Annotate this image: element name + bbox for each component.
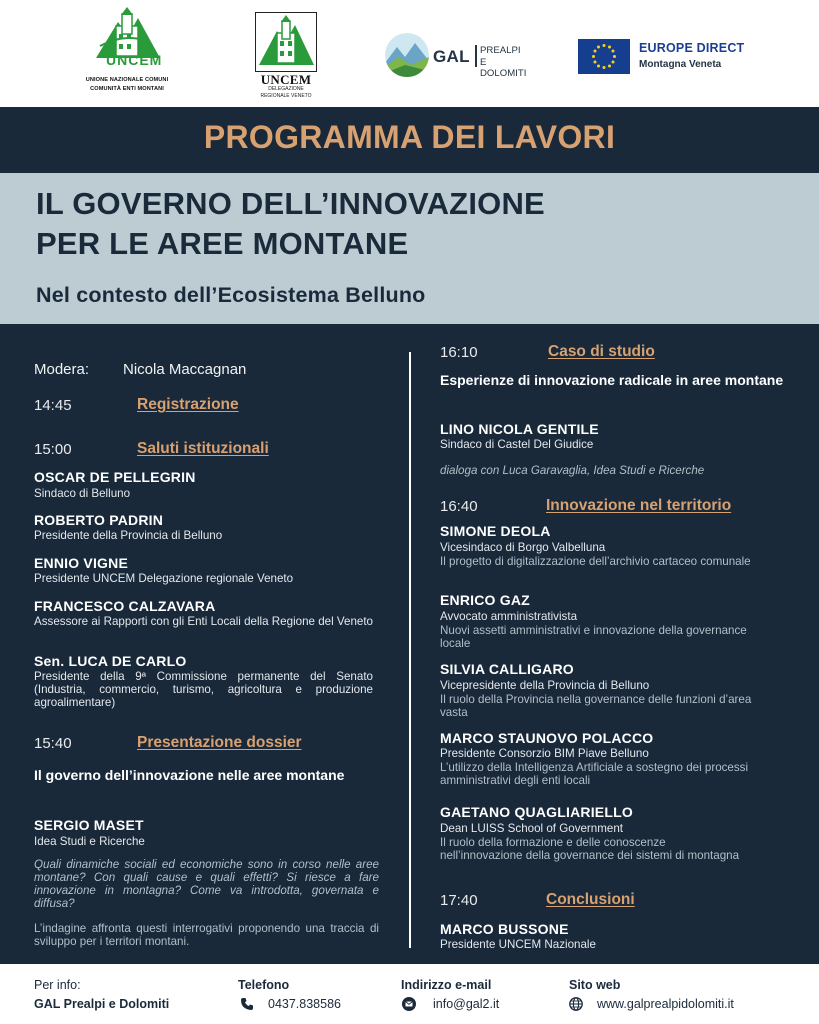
session-title: Saluti istituzionali (137, 440, 269, 457)
uncem-veneto-emblem-icon (255, 12, 317, 72)
moderator-label: Modera: (34, 361, 90, 378)
europe-direct-logo (578, 39, 758, 75)
session-time: 15:00 (34, 441, 72, 458)
uncem-wordmark: UNCEM (106, 52, 163, 68)
speaker-name: MARCO STAUNOVO POLACCO (440, 730, 654, 746)
session-topic: Il governo dell’innovazione nelle aree montane (34, 767, 345, 783)
uncem-veneto-line2: REGIONALE VENETO (260, 92, 312, 99)
info-value: GAL Prealpi e Dolomiti (34, 997, 170, 1011)
speaker-role: Presidente della 9ª Commissione permanente del Senato (Industria, commercio, turismo, agricoltura e produzione agroalimentare) (34, 670, 373, 709)
uncem-emblem-icon (92, 6, 162, 70)
speaker-role: Sindaco di Belluno (34, 487, 131, 500)
speaker-talk: Il ruolo della formazione e delle conoscenze nell’innovazione della governance dei sistemi di montagna (440, 836, 740, 862)
event-subtitle: Nel contesto dell’Ecosistema Belluno (36, 283, 426, 307)
footer (0, 964, 819, 1024)
session-title: Innovazione nel territorio (546, 497, 732, 514)
speaker-name: MARCO BUSSONE (440, 921, 569, 937)
speaker-role: Presidente UNCEM Nazionale (440, 938, 596, 951)
speaker-role: Vicesindaco di Borgo Valbelluna (440, 541, 606, 554)
uncem-veneto-wordmark: UNCEM (260, 72, 312, 87)
gal-line1: PREALPI E (480, 45, 521, 68)
speaker-name: SIMONE DEOLA (440, 523, 551, 539)
phone-link[interactable]: 0437.838586 (268, 997, 341, 1011)
europe-direct-sub: Montagna Veneta (639, 59, 722, 70)
speaker-role: Idea Studi e Ricerche (34, 835, 145, 848)
logo-bar (0, 0, 819, 107)
globe-icon (569, 997, 583, 1011)
speaker-name: ENNIO VIGNE (34, 555, 128, 571)
session-title: Presentazione dossier (137, 734, 302, 751)
speaker-role: Vicepresidente della Provincia di Belluno (440, 679, 650, 692)
gal-line2: DOLOMITI (480, 68, 527, 79)
session-time: 16:40 (440, 498, 478, 515)
uncem-national-line1: UNIONE NAZIONALE COMUNI (85, 77, 169, 83)
gal-sub (480, 45, 526, 80)
moderator-name: Nicola Maccagnan (123, 361, 247, 378)
speaker-talk: Il ruolo della Provincia nella governance delle funzioni d’area vasta (440, 693, 752, 719)
session-time: 14:45 (34, 397, 72, 414)
uncem-national-line2: COMUNITÀ ENTI MONTANI (90, 86, 164, 92)
phone-label: Telefono (238, 978, 290, 992)
speaker-name: LINO NICOLA GENTILE (440, 421, 599, 437)
email-label: Indirizzo e-mail (401, 978, 492, 992)
event-title-line1: IL GOVERNO DELL’INNOVAZIONE (36, 186, 545, 221)
speaker-role: Presidente della Provincia di Belluno (34, 529, 223, 542)
uncem-veneto-logo (250, 12, 322, 102)
gal-separator (475, 45, 477, 67)
column-divider (409, 352, 411, 948)
speaker-role: Sindaco di Castel Del Giudice (440, 438, 594, 451)
gal-mountain-icon (385, 33, 429, 77)
dossier-note: L’indagine affronta questi interrogativi proponendo una traccia di sviluppo per i territori montani. (34, 922, 379, 948)
event-title (36, 184, 545, 264)
speaker-name: SILVIA CALLIGARO (440, 661, 574, 677)
speaker-talk: Il progetto di digitalizzazione dell’archivio cartaceo comunale (440, 555, 751, 568)
speaker-talk: L’utilizzo della Intelligenza Artificiale a sostegno dei processi amministrativi degli enti locali (440, 761, 749, 787)
web-label: Sito web (569, 978, 621, 992)
session-title: Caso di studio (548, 343, 655, 360)
session-title: Conclusioni (546, 891, 635, 908)
info-label: Per info: (34, 978, 81, 992)
website-link[interactable]: www.galprealpidolomiti.it (597, 997, 734, 1011)
session-time: 16:10 (440, 344, 478, 361)
speaker-role: Dean LUISS School of Government (440, 822, 624, 835)
gal-logo (385, 33, 525, 81)
speaker-role: Assessore ai Rapporti con gli Enti Locali della Regione del Veneto (34, 615, 374, 628)
dossier-questions: Quali dinamiche sociali ed economiche sono in corso nelle aree montane? Con quali cause e quali effetti? Si riesce a fare innovazione in montagna? Come va introdotta, governata e diffusa? (34, 858, 379, 910)
uncem-veneto-line1: DELEGAZIONE (268, 86, 304, 92)
session-time: 17:40 (440, 892, 478, 909)
phone-icon (240, 997, 254, 1011)
speaker-name: Sen. LUCA DE CARLO (34, 653, 187, 669)
eu-flag-icon (578, 39, 630, 74)
speaker-name: SERGIO MASET (34, 817, 144, 833)
email-icon (402, 997, 416, 1011)
gal-wordmark: GAL (433, 47, 470, 66)
session-title: Registrazione (137, 396, 239, 413)
speaker-talk: Nuovi assetti amministrativi e innovazione della governance locale (440, 624, 747, 650)
session-topic: Esperienze di innovazione radicale in aree montane (440, 372, 784, 388)
email-link[interactable]: info@gal2.it (433, 997, 500, 1011)
session-time: 15:40 (34, 735, 72, 752)
event-title-line2: PER LE AREE MONTANE (36, 226, 409, 261)
speaker-name: FRANCESCO CALZAVARA (34, 598, 216, 614)
uncem-national-logo (68, 6, 186, 100)
europe-direct-title: EUROPE DIRECT (639, 41, 745, 55)
programma-heading: PROGRAMMA DEI LAVORI (203, 119, 616, 155)
speaker-role: Presidente Consorzio BIM Piave Belluno (440, 747, 649, 760)
speaker-name: OSCAR DE PELLEGRIN (34, 469, 196, 485)
speaker-name: ENRICO GAZ (440, 592, 530, 608)
speaker-role: Avvocato amministrativista (440, 610, 578, 623)
speaker-role: Presidente UNCEM Delegazione regionale Veneto (34, 572, 294, 585)
speaker-name: GAETANO QUAGLIARIELLO (440, 804, 633, 820)
dialogue-note: dialoga con Luca Garavaglia, Idea Studi e Ricerche (440, 464, 705, 477)
speaker-name: ROBERTO PADRIN (34, 512, 164, 528)
